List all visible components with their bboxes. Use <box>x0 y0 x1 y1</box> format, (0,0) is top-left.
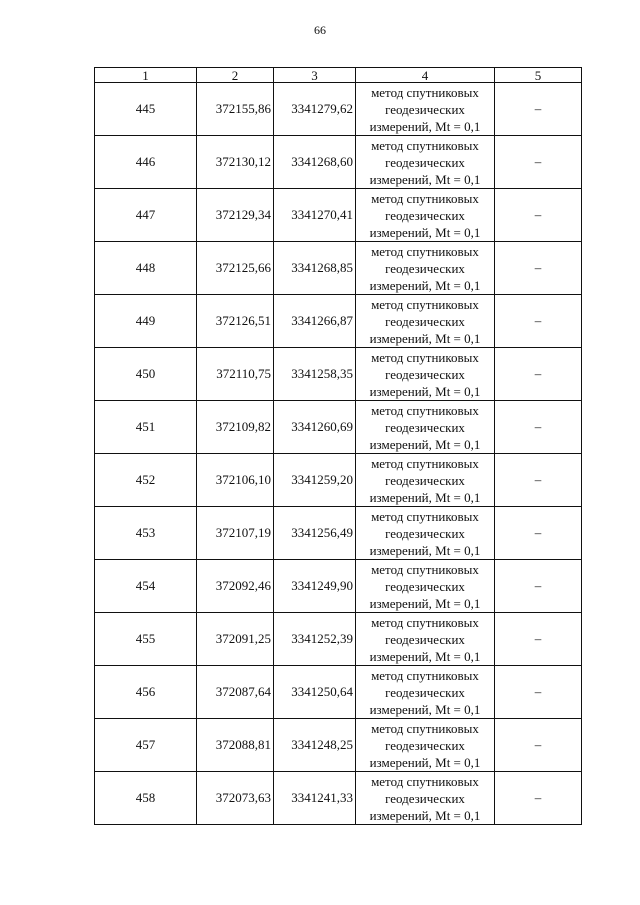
method-line: метод спутниковых <box>371 720 479 736</box>
header-col-1: 1 <box>95 68 197 83</box>
y-coordinate-cell: 3341266,87 <box>274 295 356 348</box>
method-line: геодезических <box>385 101 465 117</box>
coordinates-table <box>94 67 582 825</box>
method-line: метод спутниковых <box>371 508 479 524</box>
y-coordinate-cell: 3341249,90 <box>274 560 356 613</box>
method-line: геодезических <box>385 472 465 488</box>
table-row <box>95 454 582 507</box>
x-coordinate-cell: 372073,63 <box>197 772 274 825</box>
method-cell <box>356 83 495 136</box>
y-coordinate-cell: 3341258,35 <box>274 348 356 401</box>
description-cell: – <box>495 560 582 613</box>
header-col-4: 4 <box>356 68 495 83</box>
x-coordinate-cell: 372155,86 <box>197 83 274 136</box>
description-cell: – <box>495 83 582 136</box>
header-col-2: 2 <box>197 68 274 83</box>
description-cell: – <box>495 666 582 719</box>
description-cell: – <box>495 295 582 348</box>
method-line: геодезических <box>385 790 465 806</box>
point-number-cell: 452 <box>95 454 197 507</box>
method-line: метод спутниковых <box>371 190 479 206</box>
method-line: геодезических <box>385 260 465 276</box>
method-line: измерений, Mt = 0,1 <box>369 754 481 770</box>
point-number-cell: 445 <box>95 83 197 136</box>
page-number: 66 <box>314 23 326 37</box>
header-col-5: 5 <box>495 68 582 83</box>
table-row <box>95 719 582 772</box>
description-cell: – <box>495 401 582 454</box>
table-row <box>95 401 582 454</box>
method-line: геодезических <box>385 631 465 647</box>
point-number-cell: 447 <box>95 189 197 242</box>
header-row <box>95 68 582 83</box>
method-cell <box>356 242 495 295</box>
x-coordinate-cell: 372107,19 <box>197 507 274 560</box>
method-line: метод спутниковых <box>371 614 479 630</box>
method-line: геодезических <box>385 154 465 170</box>
point-number-cell: 451 <box>95 401 197 454</box>
table-row <box>95 666 582 719</box>
method-line: геодезических <box>385 684 465 700</box>
method-cell <box>356 666 495 719</box>
point-number-cell: 448 <box>95 242 197 295</box>
x-coordinate-cell: 372087,64 <box>197 666 274 719</box>
table-row <box>95 83 582 136</box>
y-coordinate-cell: 3341252,39 <box>274 613 356 666</box>
table-body <box>95 83 582 825</box>
description-cell: – <box>495 189 582 242</box>
method-line: геодезических <box>385 366 465 382</box>
method-line: геодезических <box>385 313 465 329</box>
method-line: метод спутниковых <box>371 455 479 471</box>
method-cell <box>356 189 495 242</box>
table-row <box>95 348 582 401</box>
x-coordinate-cell: 372129,34 <box>197 189 274 242</box>
method-cell <box>356 719 495 772</box>
point-number-cell: 454 <box>95 560 197 613</box>
y-coordinate-cell: 3341260,69 <box>274 401 356 454</box>
method-line: измерений, Mt = 0,1 <box>369 648 481 664</box>
method-line: геодезических <box>385 578 465 594</box>
method-cell <box>356 772 495 825</box>
point-number-cell: 455 <box>95 613 197 666</box>
method-line: измерений, Mt = 0,1 <box>369 118 481 134</box>
table-row <box>95 189 582 242</box>
point-number-cell: 456 <box>95 666 197 719</box>
y-coordinate-cell: 3341241,33 <box>274 772 356 825</box>
x-coordinate-cell: 372109,82 <box>197 401 274 454</box>
method-cell <box>356 507 495 560</box>
description-cell: – <box>495 136 582 189</box>
method-line: измерений, Mt = 0,1 <box>369 383 481 399</box>
description-cell: – <box>495 613 582 666</box>
y-coordinate-cell: 3341250,64 <box>274 666 356 719</box>
method-line: измерений, Mt = 0,1 <box>369 807 481 823</box>
method-line: геодезических <box>385 525 465 541</box>
description-cell: – <box>495 242 582 295</box>
y-coordinate-cell: 3341256,49 <box>274 507 356 560</box>
method-line: метод спутниковых <box>371 296 479 312</box>
method-line: измерений, Mt = 0,1 <box>369 701 481 717</box>
description-cell: – <box>495 772 582 825</box>
method-line: измерений, Mt = 0,1 <box>369 436 481 452</box>
method-line: измерений, Mt = 0,1 <box>369 171 481 187</box>
x-coordinate-cell: 372126,51 <box>197 295 274 348</box>
table-header <box>95 68 582 83</box>
y-coordinate-cell: 3341268,60 <box>274 136 356 189</box>
table-row <box>95 295 582 348</box>
y-coordinate-cell: 3341270,41 <box>274 189 356 242</box>
method-line: метод спутниковых <box>371 349 479 365</box>
method-line: геодезических <box>385 737 465 753</box>
x-coordinate-cell: 372092,46 <box>197 560 274 613</box>
point-number-cell: 453 <box>95 507 197 560</box>
method-cell <box>356 136 495 189</box>
x-coordinate-cell: 372106,10 <box>197 454 274 507</box>
description-cell: – <box>495 507 582 560</box>
method-cell <box>356 613 495 666</box>
description-cell: – <box>495 719 582 772</box>
method-line: геодезических <box>385 419 465 435</box>
x-coordinate-cell: 372125,66 <box>197 242 274 295</box>
y-coordinate-cell: 3341268,85 <box>274 242 356 295</box>
method-line: измерений, Mt = 0,1 <box>369 595 481 611</box>
description-cell: – <box>495 348 582 401</box>
x-coordinate-cell: 372110,75 <box>197 348 274 401</box>
y-coordinate-cell: 3341259,20 <box>274 454 356 507</box>
method-cell <box>356 401 495 454</box>
method-line: измерений, Mt = 0,1 <box>369 489 481 505</box>
description-cell: – <box>495 454 582 507</box>
method-cell <box>356 348 495 401</box>
table-row <box>95 772 582 825</box>
method-cell <box>356 454 495 507</box>
point-number-cell: 450 <box>95 348 197 401</box>
header-col-3: 3 <box>274 68 356 83</box>
method-line: измерений, Mt = 0,1 <box>369 542 481 558</box>
point-number-cell: 457 <box>95 719 197 772</box>
method-line: измерений, Mt = 0,1 <box>369 224 481 240</box>
method-line: метод спутниковых <box>371 773 479 789</box>
table-row <box>95 242 582 295</box>
method-cell <box>356 560 495 613</box>
method-line: метод спутниковых <box>371 402 479 418</box>
point-number-cell: 446 <box>95 136 197 189</box>
method-line: измерений, Mt = 0,1 <box>369 277 481 293</box>
table-row <box>95 560 582 613</box>
point-number-cell: 449 <box>95 295 197 348</box>
x-coordinate-cell: 372088,81 <box>197 719 274 772</box>
y-coordinate-cell: 3341248,25 <box>274 719 356 772</box>
method-line: измерений, Mt = 0,1 <box>369 330 481 346</box>
x-coordinate-cell: 372091,25 <box>197 613 274 666</box>
method-line: метод спутниковых <box>371 561 479 577</box>
table-row <box>95 507 582 560</box>
method-line: метод спутниковых <box>371 243 479 259</box>
method-line: метод спутниковых <box>371 667 479 683</box>
table-row <box>95 613 582 666</box>
method-line: метод спутниковых <box>371 137 479 153</box>
method-line: метод спутниковых <box>371 84 479 100</box>
point-number-cell: 458 <box>95 772 197 825</box>
table-row <box>95 136 582 189</box>
y-coordinate-cell: 3341279,62 <box>274 83 356 136</box>
method-cell <box>356 295 495 348</box>
method-line: геодезических <box>385 207 465 223</box>
x-coordinate-cell: 372130,12 <box>197 136 274 189</box>
